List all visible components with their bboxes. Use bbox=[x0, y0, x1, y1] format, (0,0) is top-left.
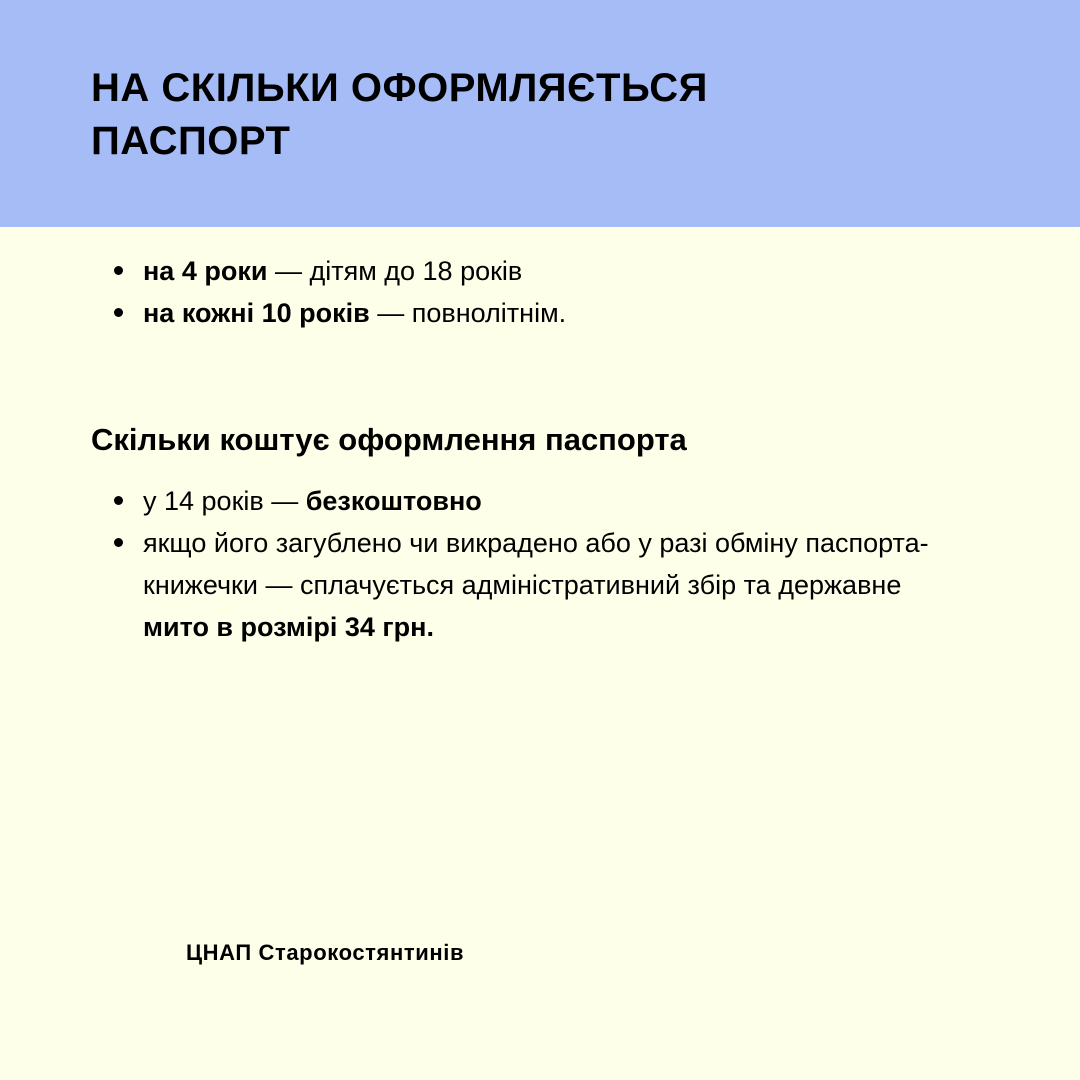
page-title-line-1: НА СКІЛЬКИ ОФОРМЛЯЄТЬСЯ bbox=[91, 66, 708, 110]
validity-item-children bbox=[114, 250, 974, 292]
cost-list bbox=[114, 480, 974, 648]
validity-list bbox=[114, 250, 974, 334]
cost-item-price: безкоштовно bbox=[305, 486, 482, 516]
header-banner bbox=[0, 0, 1080, 227]
cost-item-age-14 bbox=[114, 480, 974, 522]
page-title bbox=[91, 62, 708, 168]
validity-item-description: — повнолітнім. bbox=[369, 298, 567, 328]
validity-item-adults bbox=[114, 292, 974, 334]
page-title-line-2: ПАСПОРТ bbox=[91, 119, 291, 163]
validity-item-term: на кожні 10 років bbox=[143, 298, 370, 328]
validity-item-description: — дітям до 18 років bbox=[267, 256, 523, 286]
cost-item-description: у 14 років — bbox=[143, 486, 306, 516]
cost-section-title: Скільки коштує оформлення паспорта bbox=[91, 422, 687, 457]
cost-item-description: якщо його загублено чи викрадено або у разі обміну паспорта-книжечки — сплачується адміністративний збір та державне bbox=[143, 528, 929, 600]
validity-item-term: на 4 роки bbox=[143, 256, 268, 286]
cost-item-price: мито в розмірі 34 грн. bbox=[143, 612, 434, 642]
footer-organization-label: ЦНАП Старокостянтинів bbox=[186, 940, 465, 965]
cost-item-replacement bbox=[114, 522, 974, 648]
